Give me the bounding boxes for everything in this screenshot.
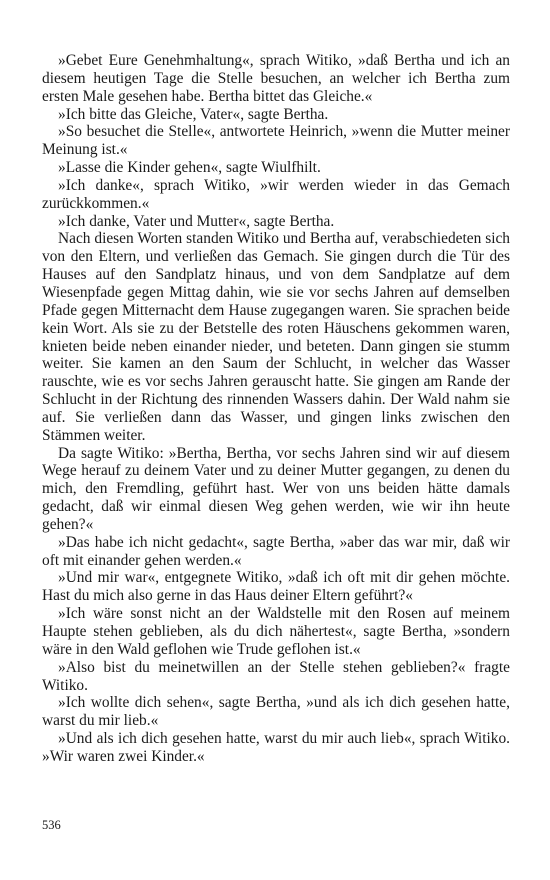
paragraph: »So besuchet die Stelle«, antwortete Heinrich, »wenn die Mutter meiner Meinung ist.«	[42, 123, 510, 159]
paragraph: »Ich bitte das Gleiche, Vater«, sagte Bertha.	[58, 105, 329, 123]
paragraph: »Und mir war«, entgegnete Witiko, »daß ich oft mit dir gehen möchte. Hast du mich also gerne in das Haus deiner Eltern geführt?«	[42, 569, 510, 605]
paragraph: »Das habe ich nicht gedacht«, sagte Bertha, »aber das war mir, daß wir oft mit einander gehen werden.«	[42, 533, 510, 569]
paragraph: »Und als ich dich gesehen hatte, warst du mir auch lieb«, sprach Witiko. »Wir waren zwei Kinder.«	[42, 730, 510, 765]
paragraph: »Ich wäre sonst nicht an der Waldstelle mit den Rosen auf meinem Haupte stehen geblieben, als du dich nähertest«, sagte Bertha, »sondern wäre in den Wald geflohen wie Trude geflohen ist.«	[42, 605, 510, 658]
paragraph: »Ich danke«, sprach Witiko, »wir werden wieder in das Gemach zurückkommen.«	[42, 176, 510, 212]
paragraph: Da sagte Witiko: »Bertha, Bertha, vor sechs Jahren sind wir auf diesem Wege herauf zu deinem Vater und zu deiner Mutter gegangen, zu denen du mich, den Fremdling, geführt hast. Wer von uns beiden hätte damals gedacht, daß wir einmal diesen Weg gehen werden, wie wir ihn heute gehen?«	[42, 444, 510, 533]
paragraph: »Ich wollte dich sehen«, sagte Bertha, »und als ich dich gesehen hatte, warst du mir lieb.«	[42, 694, 510, 730]
paragraph: »Ich danke, Vater und Mutter«, sagte Bertha.	[58, 212, 335, 230]
paragraph: »Lasse die Kinder gehen«, sagte Wiulfhilt.	[58, 159, 321, 177]
paragraph: »Also bist du meinetwillen an der Stelle stehen geblieben?« fragte Witiko.	[42, 658, 510, 694]
page-number: 536	[42, 818, 61, 832]
body-text	[42, 52, 510, 766]
paragraph: »Gebet Eure Genehmhaltung«, sprach Witiko, »daß Bertha und ich an diesem heutigen Tage die Stelle besuchen, an welcher ich Bertha zum ersten Male gesehen habe. Bertha bittet das Gleiche.«	[42, 52, 510, 105]
paragraph: Nach diesen Worten standen Witiko und Bertha auf, verabschiedeten sich von den Eltern, und verließen das Gemach. Sie gingen durch die Tür des Hauses auf den Sandplatz hinaus, und von dem Sandplatze auf dem Wiesenpfade gegen Mittag dahin, wie sie vor sechs Jahren auf demselben Pfade gegen Mitternacht dem Hause zugegangen waren. Sie sprachen beide kein Wort. Als sie zu der Betstelle des roten Häuschens gekommen waren, knieten beide neben einander nieder, und beteten. Dann gingen sie stumm weiter. Sie kamen an den Saum der Schlucht, in welcher das Wasser rauschte, wie es vor sechs Jahren gerauscht hatte. Sie gingen am Rande der Schlucht in der Richtung des rinnenden Wassers dahin. Der Wald nahm sie auf. Sie verließen dann das Wasser, und gingen links zwischen den Stämmen weiter.	[42, 230, 510, 444]
